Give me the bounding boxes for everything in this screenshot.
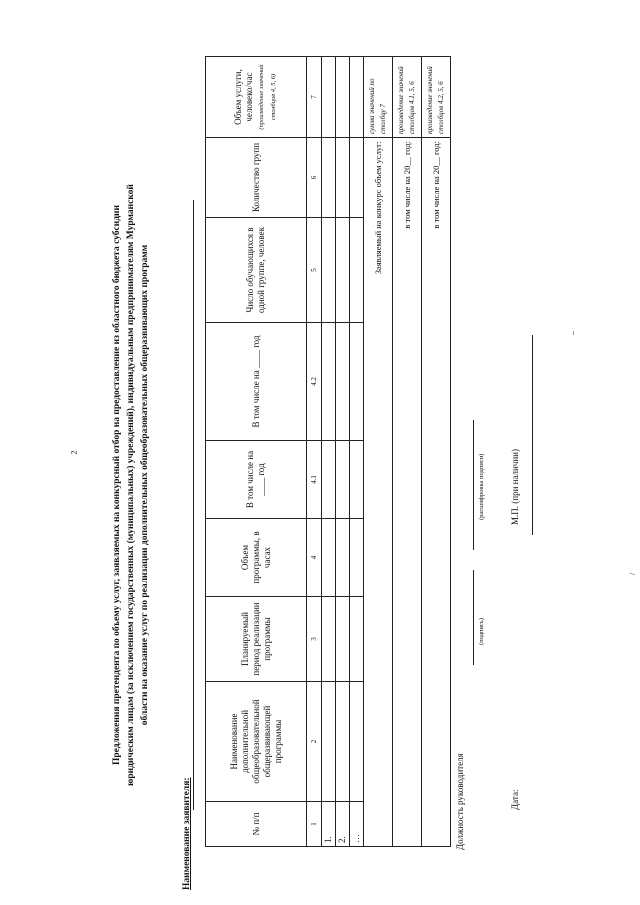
table-cell[interactable]	[350, 519, 364, 597]
column-number: 4.1	[307, 441, 322, 519]
signature-caption: (подпись)	[478, 618, 485, 645]
title-line-1: Предложения претендента по объему услуг, заявляемых на конкурсный отбор на предоставление из областного бюджета субсидии	[112, 205, 122, 766]
summary-note: сумма значений по столбцу 7	[364, 57, 393, 138]
table-cell[interactable]	[350, 218, 364, 323]
header-cell: Планируемый период реализации программы	[206, 597, 307, 682]
title-line-2: юридическим лицам (за исключением государственных (муниципальных) учреждений), индивидуальным предпринимателям Мурманской	[126, 184, 136, 786]
header-cell: В том числе на ____ год	[206, 323, 307, 441]
table-cell[interactable]	[336, 597, 350, 682]
page-number: 2	[69, 450, 79, 455]
table-cell[interactable]	[322, 138, 336, 218]
summary-label: в том числе на 20__ год:	[393, 138, 422, 847]
summary-row-year-1	[393, 57, 422, 847]
table-cell[interactable]	[336, 323, 350, 441]
header-cell-volume	[206, 57, 307, 138]
table-cell[interactable]	[336, 682, 350, 802]
summary-note: произведение значений столбцов 4.1, 5, 6	[393, 57, 422, 138]
table-cell[interactable]	[350, 682, 364, 802]
header-cell: № п/п	[206, 802, 307, 847]
table-row	[336, 57, 350, 847]
applicant-label: Наименование заявителя:	[182, 777, 192, 890]
row-number: 1.	[322, 802, 336, 847]
summary-row-total	[364, 57, 393, 847]
header-cell: Наименование дополнительной общеобразовательной общеразвивающей программы	[206, 682, 307, 802]
table-cell[interactable]	[350, 57, 364, 138]
table-row	[350, 57, 364, 847]
column-number: 7	[307, 57, 322, 138]
column-number: 2	[307, 682, 322, 802]
column-number: 6	[307, 138, 322, 218]
table-cell[interactable]	[322, 323, 336, 441]
stamp-label: М.П. (при наличии)	[510, 449, 520, 525]
table-cell[interactable]	[336, 441, 350, 519]
table-cell[interactable]	[350, 138, 364, 218]
row-number: …	[350, 802, 364, 847]
header-cell: Объем программы, в часах	[206, 519, 307, 597]
table-cell[interactable]	[322, 218, 336, 323]
signature-decode-line[interactable]	[473, 420, 474, 550]
table-cell[interactable]	[336, 138, 350, 218]
summary-label: в том числе на 20__ год:	[422, 138, 451, 847]
row-number: 2.	[336, 802, 350, 847]
header-volume-label: Объем услуги, человеко/час	[233, 69, 254, 125]
table-cell[interactable]	[322, 682, 336, 802]
column-number: 1	[307, 802, 322, 847]
table-cell[interactable]	[350, 441, 364, 519]
header-volume-note: (произведение значений столбцов 4, 5, 6)	[258, 64, 277, 130]
column-number: 4	[307, 519, 322, 597]
table-cell[interactable]	[350, 323, 364, 441]
column-number: 4.2	[307, 323, 322, 441]
stray-tick-mark: –	[568, 331, 577, 335]
summary-row-year-2	[422, 57, 451, 847]
table-row	[322, 57, 336, 847]
stamp-line[interactable]	[532, 335, 533, 535]
stray-slash-mark: /	[628, 572, 637, 575]
position-label: Должность руководителя	[455, 753, 465, 850]
document-title	[110, 165, 152, 805]
table-cell[interactable]	[336, 218, 350, 323]
signature-line[interactable]	[473, 570, 474, 665]
column-number: 5	[307, 218, 322, 323]
header-cell: Число обучающихся в одной группе, человек	[206, 218, 307, 323]
summary-label: Заявляемый на конкурс объем услуг:	[364, 138, 393, 847]
column-number: 3	[307, 597, 322, 682]
date-label: Дата:	[510, 789, 520, 810]
header-cell: В том числе на ____ год	[206, 441, 307, 519]
signature-decode-caption: (расшифровка подписи)	[478, 453, 485, 520]
table-cell[interactable]	[350, 597, 364, 682]
table-cell[interactable]	[322, 519, 336, 597]
table-cell[interactable]	[322, 441, 336, 519]
table-cell[interactable]	[322, 597, 336, 682]
table-header-row	[206, 57, 307, 847]
summary-note: произведение значений столбцов 4.2, 5, 6	[422, 57, 451, 138]
table-cell[interactable]	[336, 57, 350, 138]
applicant-name-line[interactable]	[193, 200, 194, 810]
title-line-3: области на оказание услуг по реализации дополнительных общеобразовательных общеразвивающих программ	[140, 244, 150, 726]
table-cell[interactable]	[336, 519, 350, 597]
header-cell: Количество групп	[206, 138, 307, 218]
column-number-row	[307, 57, 322, 847]
services-table	[205, 56, 451, 847]
table-cell[interactable]	[322, 57, 336, 138]
